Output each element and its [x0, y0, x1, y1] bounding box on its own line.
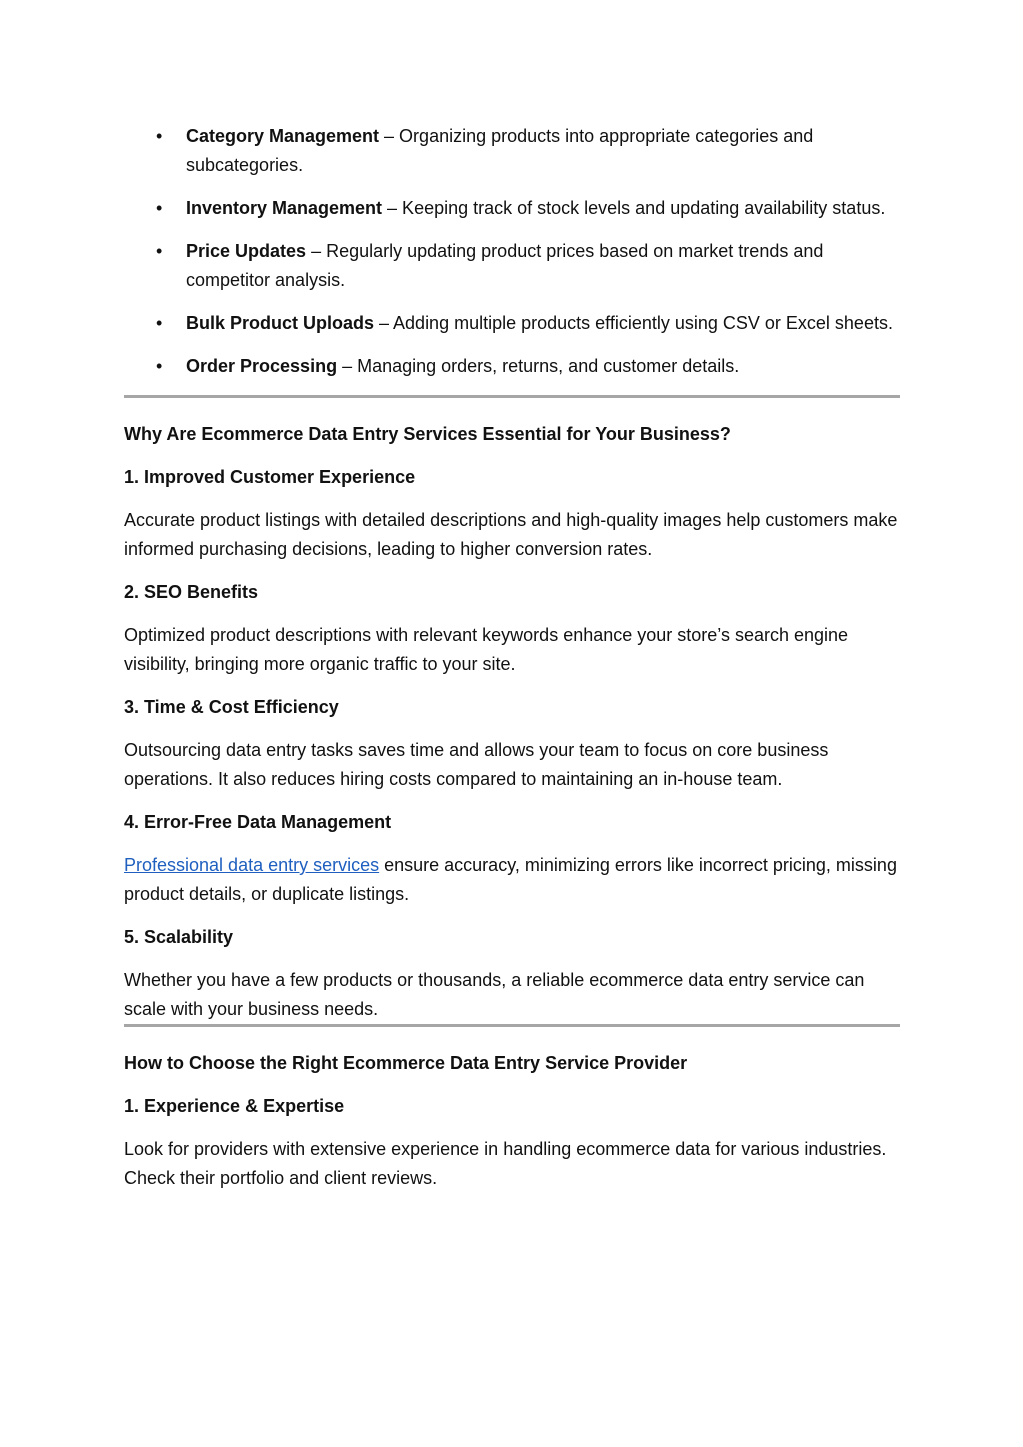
service-bullet-list	[124, 122, 900, 381]
paragraph-text: ensure accuracy, minimizing errors like incorrect pricing, missing product details, or duplicate listings.	[124, 855, 897, 904]
section-divider	[124, 395, 900, 398]
bullet-term: Order Processing	[186, 356, 338, 376]
list-item	[124, 352, 900, 381]
paragraph-seo-benefits: Optimized product descriptions with relevant keywords enhance your store’s search engine visibility, bringing more organic traffic to your site.	[124, 625, 849, 674]
bullet-term: Price Updates	[186, 241, 307, 261]
paragraph-improved-customer-experience: Accurate product listings with detailed descriptions and high-quality images help customers make informed purchasing decisions, leading to higher conversion rates.	[124, 510, 898, 559]
professional-data-entry-link[interactable]: Professional data entry services	[124, 855, 380, 875]
bullet-text: – Adding multiple products efficiently using CSV or Excel sheets.	[374, 313, 893, 333]
heading-seo-benefits: 2. SEO Benefits	[124, 582, 259, 602]
bullet-icon: •	[156, 198, 163, 218]
bullet-term: Bulk Product Uploads	[186, 313, 375, 333]
bullet-icon: •	[156, 241, 163, 261]
section-title-how-to-choose: How to Choose the Right Ecommerce Data Entry Service Provider	[124, 1053, 688, 1073]
bullet-icon: •	[156, 313, 163, 333]
paragraph-time-cost-efficiency: Outsourcing data entry tasks saves time and allows your team to focus on core business operations. It also reduces hiring costs compared to maintaining an in-house team.	[124, 740, 829, 789]
bullet-text: – Regularly updating product prices based on market trends and competitor analysis.	[186, 241, 824, 290]
bullet-text: – Keeping track of stock levels and updating availability status.	[382, 198, 886, 218]
section-title-why: Why Are Ecommerce Data Entry Services Essential for Your Business?	[124, 424, 731, 444]
paragraph-experience-expertise: Look for providers with extensive experience in handling ecommerce data for various industries. Check their portfolio and client reviews.	[124, 1139, 887, 1188]
bullet-term: Category Management	[186, 126, 380, 146]
bullet-icon: •	[156, 126, 163, 146]
section-divider	[124, 1024, 900, 1027]
bullet-text: – Organizing products into appropriate categories and subcategories.	[186, 126, 814, 175]
list-item	[124, 122, 900, 180]
list-item	[124, 309, 900, 338]
paragraph-scalability: Whether you have a few products or thousands, a reliable ecommerce data entry service can scale with your business needs.	[124, 970, 865, 1019]
bullet-text: – Managing orders, returns, and customer details.	[337, 356, 740, 376]
list-item	[124, 194, 900, 223]
heading-time-cost-efficiency: 3. Time & Cost Efficiency	[124, 697, 339, 717]
page-content	[124, 122, 900, 1193]
heading-improved-customer-experience: 1. Improved Customer Experience	[124, 467, 416, 487]
paragraph-error-free-data-management	[124, 851, 900, 909]
bullet-icon: •	[156, 356, 163, 376]
heading-error-free-data-management: 4. Error-Free Data Management	[124, 812, 392, 832]
heading-scalability: 5. Scalability	[124, 927, 234, 947]
heading-experience-expertise: 1. Experience & Expertise	[124, 1096, 345, 1116]
list-item	[124, 237, 900, 295]
bullet-term: Inventory Management	[186, 198, 383, 218]
